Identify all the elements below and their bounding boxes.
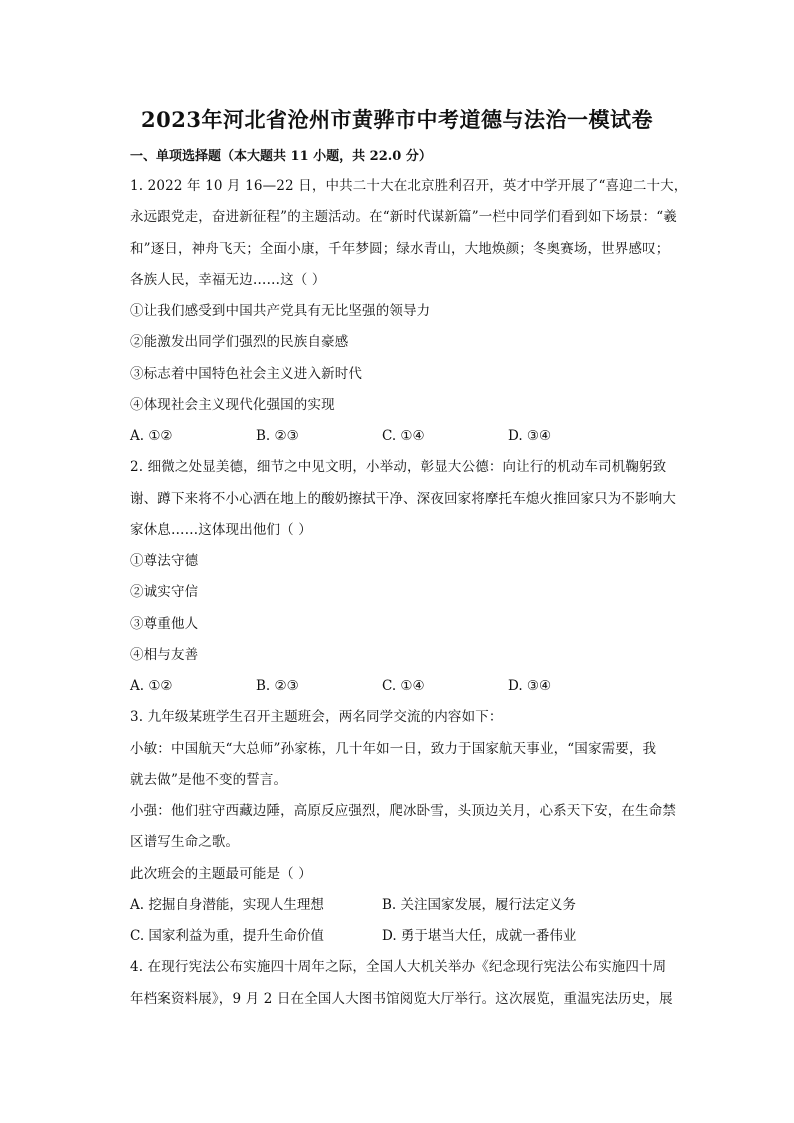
q1-stem-line-1: 1. 2022 年 10 月 16—22 日，中共二十大在北京胜利召开，英才中学开展了“喜迎二十大， bbox=[130, 178, 688, 194]
q1-option-d[interactable]: D. ③④ bbox=[508, 428, 552, 444]
q1-option-b[interactable]: B. ②③ bbox=[256, 428, 299, 444]
q2-stem-line-2: 谢、蹲下来将不小心洒在地上的酸奶擦拭干净、深夜回家将摩托车熄火推回家只为不影响大 bbox=[130, 491, 676, 507]
q4-stem-line-1: 4. 在现行宪法公布实施四十周年之际，全国人大机关举办《纪念现行宪法公布实施四十周 bbox=[130, 959, 667, 975]
q1-item-4: ④体现社会主义现代化强国的实现 bbox=[130, 397, 335, 413]
q2-option-c[interactable]: C. ①④ bbox=[382, 678, 425, 694]
q2-option-a[interactable]: A. ①② bbox=[130, 678, 173, 694]
q3-stem-line-6: 此次班会的主题最可能是（ ） bbox=[130, 866, 312, 882]
q1-stem-line-3: 和”逐日，神舟飞天；全面小康，千年梦圆；绿水青山，大地焕颜；冬奥赛场，世界感叹； bbox=[130, 241, 670, 257]
q3-option-c[interactable]: C. 国家利益为重，提升生命价值 bbox=[130, 928, 324, 944]
q1-stem-line-4: 各族人民，幸福无边……这（ ） bbox=[130, 272, 326, 288]
q2-item-1: ①尊法守德 bbox=[130, 553, 199, 569]
q3-option-b[interactable]: B. 关注国家发展，履行法定义务 bbox=[382, 897, 577, 913]
q3-option-d[interactable]: D. 勇于堪当大任，成就一番伟业 bbox=[382, 928, 577, 944]
q3-stem-line-5: 区谱写生命之歌。 bbox=[130, 834, 240, 850]
q1-option-a[interactable]: A. ①② bbox=[130, 428, 173, 444]
q4-stem-line-2: 年档案资料展》，9 月 2 日在全国人大图书馆阅览大厅举行。这次展览，重温宪法历史，展 bbox=[130, 991, 673, 1007]
q3-stem-line-2: 小敏：中国航天“大总师”孙家栋，几十年如一日，致力于国家航天事业，“国家需要，我 bbox=[130, 741, 657, 757]
q3-stem-line-3: 就去做”是他不变的誓言。 bbox=[130, 772, 288, 788]
q2-item-4: ④相与友善 bbox=[130, 647, 199, 663]
q1-option-c[interactable]: C. ①④ bbox=[382, 428, 425, 444]
section-heading: 一、单项选择题（本大题共 11 小题，共 22.0 分） bbox=[130, 149, 432, 164]
q3-option-a[interactable]: A. 挖掘自身潜能，实现人生理想 bbox=[130, 897, 324, 913]
q2-stem-line-3: 家休息……这体现出他们（ ） bbox=[130, 522, 312, 538]
q1-stem-line-2: 永远跟党走，奋进新征程”的主题活动。在“新时代谋新篇”一栏中同学们看到如下场景：“羲 bbox=[130, 209, 677, 225]
exam-title: 2023年河北省沧州市黄骅市中考道德与法治一模试卷 bbox=[141, 107, 653, 132]
q2-stem-line-1: 2. 细微之处显美德，细节之中见文明，小举动，彰显大公德：向让行的机动车司机鞠躬致 bbox=[130, 459, 667, 475]
q1-item-3: ③标志着中国特色社会主义进入新时代 bbox=[130, 366, 363, 382]
q3-stem-line-1: 3. 九年级某班学生召开主题班会，两名同学交流的内容如下： bbox=[130, 709, 503, 725]
q1-item-1: ①让我们感受到中国共产党具有无比坚强的领导力 bbox=[130, 303, 431, 319]
q2-item-2: ②诚实守信 bbox=[130, 584, 199, 600]
q3-stem-line-4: 小强：他们驻守西藏边陲，高原反应强烈，爬冰卧雪，头顶边关月，心系天下安，在生命禁 bbox=[130, 803, 676, 819]
q1-item-2: ②能激发出同学们强烈的民族自豪感 bbox=[130, 334, 349, 350]
q2-item-3: ③尊重他人 bbox=[130, 616, 199, 632]
q2-option-d[interactable]: D. ③④ bbox=[508, 678, 552, 694]
q2-option-b[interactable]: B. ②③ bbox=[256, 678, 299, 694]
